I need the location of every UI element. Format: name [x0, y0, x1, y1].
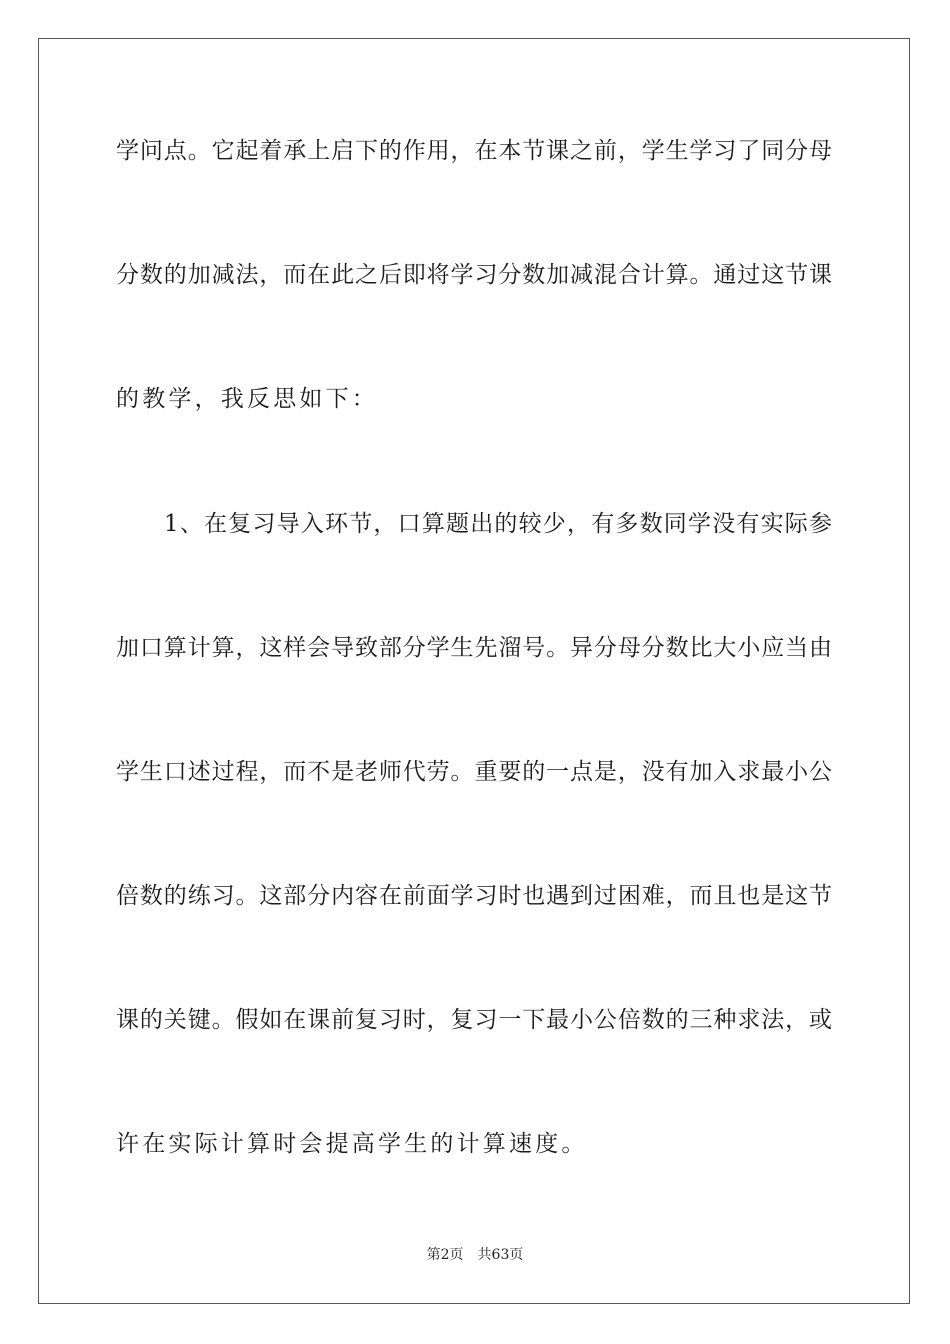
- paragraph-line-7: 倍数的练习。这部分内容在前面学习时也遇到过困难，而且也是这节: [116, 883, 832, 909]
- paragraph-line-3: 的教学，我反思如下：: [116, 386, 378, 412]
- paragraph-line-2: 分数的加减法，而在此之后即将学习分数加减混合计算。通过这节课: [116, 262, 832, 288]
- page-footer: [0, 1246, 950, 1264]
- paragraph-line-4: 1、在复习导入环节，口算题出的较少，有多数同学没有实际参: [164, 511, 832, 537]
- paragraph-line-9: 许在实际计算时会提高学生的计算速度。: [116, 1131, 588, 1157]
- paragraph-line-6: 学生口述过程，而不是老师代劳。重要的一点是，没有加入求最小公: [116, 759, 832, 785]
- page-border: [38, 38, 910, 1304]
- paragraph-line-1: 学问点。它起着承上启下的作用，在本节课之前，学生学习了同分母: [116, 138, 832, 164]
- page-total: 共63页: [477, 1247, 524, 1263]
- page-number: 第2页: [426, 1247, 464, 1263]
- paragraph-line-8: 课的关键。假如在课前复习时，复习一下最小公倍数的三种求法，或: [116, 1007, 832, 1033]
- paragraph-line-5: 加口算计算，这样会导致部分学生先溜号。异分母分数比大小应当由: [116, 635, 832, 661]
